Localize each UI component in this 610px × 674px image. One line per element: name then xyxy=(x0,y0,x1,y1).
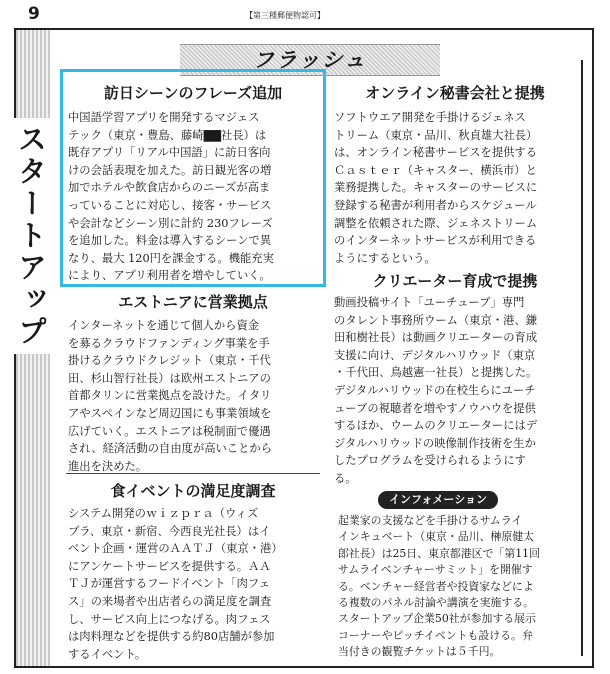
postal-permit-note: 【第三種郵便物認可】 xyxy=(245,11,325,20)
article-headline: 食イベントの満足度調査 xyxy=(110,482,276,500)
article-divider xyxy=(66,473,320,474)
article-headline: オンライン秘書会社と提携 xyxy=(365,84,545,102)
info-body: 起業家の支援などを手掛けるサムライ インキュベート（東京・品川、榊原健太 郎社長）は25日、東京都港区で「第11回 サムライベンチャーサミット」を開催す る。ベンチャー経営者や投資家などによ る複数のパネル討論や講演を実施する。 スタートアップ企業50社が参加する展示 コーナーやピッチイベントも設ける。弁 当付きの観覧チケットは５千円。 xyxy=(338,514,540,659)
article-headline: クリエーター育成で提携 xyxy=(372,272,538,290)
article-body: システム開発のｗｉｚｐｒａ（ウィズ プラ、東京・新宿、今西良光社長）はイ ベント企画・運営のＡＡＴＪ（東京・港） にアンケートサービスを提供する。ＡＡ ＴＪが運営するフードイベント「肉フェ ス」の来場者や出店者らの満足度を調査 し、サービス向上につなげる。肉フェス は肉料理などを提供する約80店舗が参加 するイベント。 xyxy=(68,507,283,661)
article-headline: 訪日シーンのフレーズ追加 xyxy=(103,84,283,102)
article-body: ソフトウエア開発を手掛けるジェネス トリーム（東京・品川、秋貞雄大社長） は、オンライン秘書サービスを提供する Ｃａｓｔｅｒ（キャスター、横浜市）と 業務提携した。キャスターのサービスに 登録する秘書が利用者からスケジュール 調整を依頼された際、ジェネストリーム のインターネットサービスが利用できる ようにするという。 xyxy=(334,111,538,265)
page-number: 9 xyxy=(28,4,40,24)
right-column-rule xyxy=(581,60,583,656)
highlight-box xyxy=(60,69,326,287)
banner-title: フラッシュ xyxy=(252,48,368,72)
article-body: インターネットを通じて個人から資金 を募るクラウドファンディング事業を手 掛けるクラウドクレジット（東京・千代 田、杉山智行社長）は欧州エストニアの 首都タリンに営業拠点を設けた。イタリ アやスペインなど周辺国にも事業領域を 広げていく。エストニアは税制面で優遇 され、経済活動の自由度が高いことから 進出を決めた。 xyxy=(68,319,273,473)
article-headline: エストニアに営業拠点 xyxy=(118,293,268,311)
article-body: 動画投稿サイト「ユーチューブ」専門 のタレント事務所ウーム（東京・港、鎌 田和樹社長）は動画クリエーターの育成 支援に向け、デジタルハリウッド（東京 ・千代田、鳥越憲一社長）と提携した。 デジタルハリウッドの在校生らにユーチ ューブの視聴者を増やすノウハウを提供 するほか、ウームのクリエーターにはデ ジタルハリウッドの映像制作技術を生か したプログラムを受けられるようにす る。 xyxy=(334,296,538,485)
info-header: インフォメーション xyxy=(378,491,498,509)
article-body: 中国語学習アプリを開発するマジェス テック（東京・豊島、藤崎▇▇社長）は 既存アプリ「リアル中国語」に訪日客向 けの会話表現を加えた。訪日観光客の増 加でホテルや飲食店からのニーズが高ま っていることに対応し、接客・サービス や会計などシーン別に計約 230フレーズ を追加した。料金は導入するシーンで異 なり、最大 120円を課金する。機能充実 により、アプリ利用者を増やしていく。 xyxy=(68,111,274,283)
section-title: スタートアップ xyxy=(14,118,52,354)
